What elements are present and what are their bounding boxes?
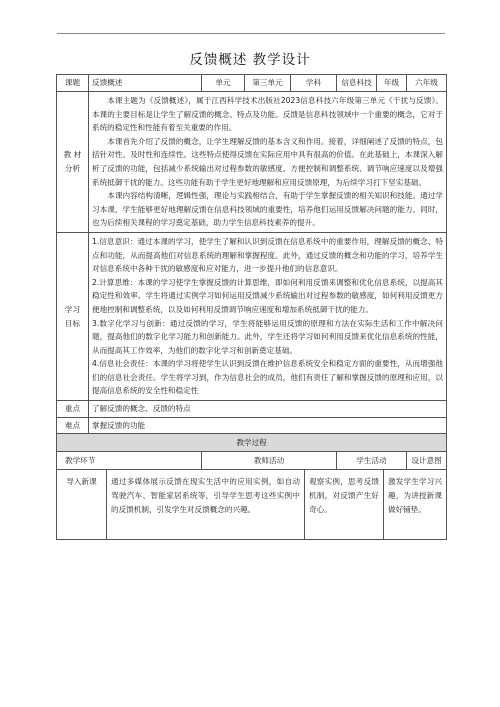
goals-row xyxy=(57,232,447,400)
subject-value: 信息科技 xyxy=(337,75,377,92)
goal-item: 1.信息意识：通过本课的学习，使学生了解和认识到反馈在信息系统中的重要作用，理解反馈的概念、特点和功能，从而提高他们对信息系统的理解和掌握程度。此外，通过反馈的概念和功能的学习，培养学生对信息系统中各种干扰的敏感度和应对能力，进一步提升他们的信息意识。 xyxy=(92,236,443,274)
key-points-text: 了解反馈的概念、反馈的特点 xyxy=(89,401,447,418)
analysis-paragraph: 本课首先介绍了反馈的概念，让学生理解反馈的基本含义和作用。接着，详细阐述了反馈的特点，包括针对性、及时性和连续性。这些特点使得反馈在实际应用中具有很高的价值。在此基础上，本课深入解析了反馈的功能，包括减少系统输出对过程参数的敏感度、方便控制和调整系统、调节响应速度以及增强系统抵御干扰的能力。这些功能有助于学生更好地理解和应用反馈原理，为后续学习打下坚实基础。 xyxy=(92,136,443,187)
process-row xyxy=(57,470,447,540)
design-intent-cell: 激发学生学习兴趣，为讲授新课做好铺垫。 xyxy=(384,470,447,540)
unit-label: 单元 xyxy=(202,75,245,92)
goals-label-line-2: 目标 xyxy=(64,318,81,328)
analysis-paragraph: 本课主题为《反馈概述》，属于江西科学技术出版社2023信息科技六年级第三单元《干扰与反馈》。本课的主要目标是让学生了解反馈的概念、特点及功能。反馈是信息科技领域中一个重要的概念，它对于系统的稳定性和性能有着至关重要的作用。 xyxy=(92,96,443,133)
topic-label: 课题 xyxy=(57,75,89,92)
process-heading: 教学过程 xyxy=(57,434,447,452)
grade-value: 六年级 xyxy=(407,75,447,92)
difficult-points-row xyxy=(57,417,447,434)
topic-value: 反馈概述 xyxy=(89,75,202,92)
analysis-label-line-1: 教 材 xyxy=(63,150,82,160)
goal-item: 3.数字化学习与创新：通过反馈的学习，学生将能够运用反馈的原理和方法在实际生活和工作中解决问题，提高他们的数字化学习能力和创新能力。此外，学生还将学习如何利用反馈来优化信息系统的性能，从而提高其工作效率，为他们的数字化学习和创新奠定基础。 xyxy=(92,318,443,355)
goal-item: 4.信息社会责任：本课的学习将使学生认识到反馈在维护信息系统安全和稳定方面的重要性，从而增强他们的信息社会责任。学生将学习到，作为信息社会的成员，他们有责任了解和掌握反馈的原理和应用，以提高信息系统的安全性和稳定性 xyxy=(92,359,443,396)
process-detail-table xyxy=(56,469,447,540)
student-activity-cell: 观察实例，思考反馈机制，对反馈产生好奇心。 xyxy=(305,470,384,540)
analysis-paragraph: 本课内容结构清晰，逻辑性强，理论与实践相结合，有助于学生掌握反馈的相关知识和技能。通过学习本课，学生能够更好地理解反馈在信息科技领域的重要性，培养他们运用反馈解决问题的能力。同时，也为后续相关课程的学习奠定基础，助力学生信息科技素养的提升。 xyxy=(92,191,443,228)
difficult-points-label: 难点 xyxy=(57,417,89,434)
key-points-row xyxy=(57,401,447,418)
teacher-activity-cell: 通过多媒体展示反馈在现实生活中的应用实例，如自动驾驶汽车、智能家居系统等，引导学生思考这些实例中的反馈机制，引发学生对反馈概念的兴趣。 xyxy=(107,470,305,540)
header-student: 学生活动 xyxy=(337,452,407,470)
info-row xyxy=(57,75,447,92)
goals-label xyxy=(57,232,89,400)
header-rule xyxy=(57,33,445,34)
process-heading-row xyxy=(57,434,447,452)
stage-cell: 导入新课 xyxy=(57,470,107,540)
unit-value: 第三单元 xyxy=(245,75,291,92)
header-stage: 教学环节 xyxy=(57,452,202,470)
header-intent: 设计意图 xyxy=(407,452,447,470)
process-header-row xyxy=(57,452,447,470)
goals-content xyxy=(89,232,447,400)
goals-label-line-1: 学习 xyxy=(64,304,81,314)
difficult-points-text: 掌握反馈的功能 xyxy=(89,417,447,434)
goal-item: 2.计算思维：本课的学习使学生掌握反馈的计算思维，即如何利用反馈来调整和优化信息系统，以提高其稳定性和效率。学生将通过实例学习如何运用反馈减少系统输出对过程参数的敏感度，如何利用反馈更方便地控制和调整系统，以及如何利用反馈调节响应速度和增加系统抵御干扰的能力。 xyxy=(92,277,443,314)
document-title: 反馈概述 教学设计 xyxy=(189,52,311,68)
analysis-content xyxy=(89,92,447,233)
analysis-label xyxy=(57,92,89,233)
analysis-label-line-2: 分析 xyxy=(64,163,81,173)
key-points-label: 重点 xyxy=(57,401,89,418)
grade-label: 年级 xyxy=(377,75,407,92)
analysis-row xyxy=(57,92,447,233)
subject-label: 学科 xyxy=(291,75,337,92)
lesson-plan-table xyxy=(56,74,447,470)
header-teacher: 教师活动 xyxy=(202,452,337,470)
